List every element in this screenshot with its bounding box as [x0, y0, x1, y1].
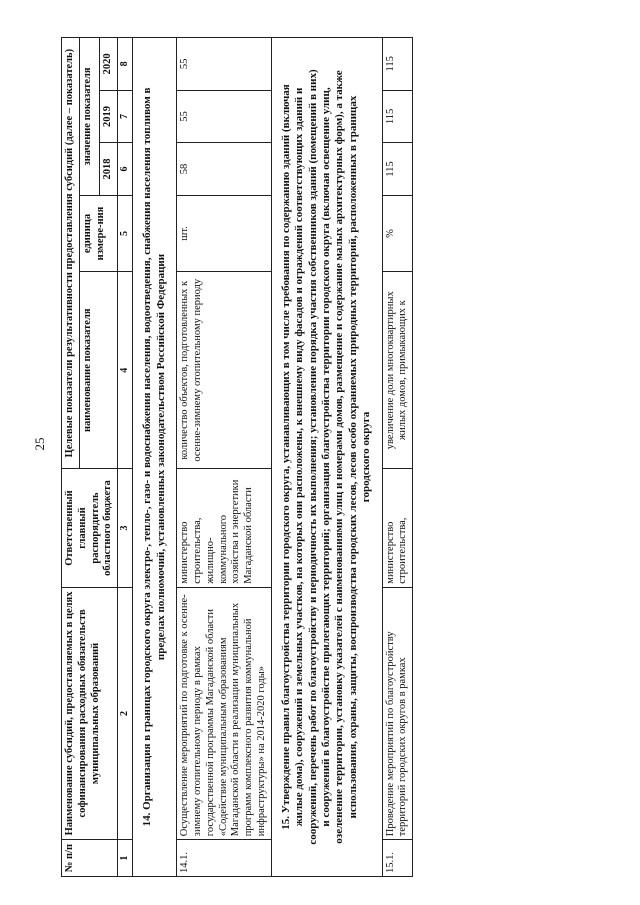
value-2018: 58	[177, 143, 272, 196]
section-15-title: 15. Утверждение правил благоустройства территории городского округа, устанавливающих в том числе требования по содержанию зданий (включая жилые дома), сооружений и земельных участков, на которых они расположены, к внешнему виду фасадов и ограждений соответствующих зданий и сооружений, перечень работ по благоустройству и периодичность их выполнения; установление порядка участия собственников зданий (помещений в них) и сооружений в благоустройстве прилегающих территорий; организация благоустройства территории городского округа (включая освещение улиц, озеленение территории, установку указателей с наименованиями улиц и номерами домов, размещение и содержание малых архитектурных форм), а также использования, охраны, защиты, воспроизводства городских лесов, лесов особо охраняемых природных территорий, расположенных в границах городского округа	[271, 38, 382, 877]
table-row-14-1	[177, 38, 272, 877]
col-number: 2	[118, 587, 133, 839]
col-number: 8	[118, 38, 133, 91]
column-number-row	[118, 38, 133, 877]
col-number: 5	[118, 195, 133, 271]
page-number: 25	[32, 437, 47, 451]
value-2019: 115	[382, 90, 413, 143]
admin-name: министерство строительства, жилищно-коммунального хозяйства и энергетики Магаданской области	[177, 469, 272, 587]
col-number: 1	[118, 840, 133, 877]
indicator-name: количество объектов, подготовленных к осенне-зимнему отопительному периоду	[177, 272, 272, 469]
rotated-table-container	[61, 37, 541, 877]
col-number: 6	[118, 143, 133, 196]
admin-name: министерство строительства,	[382, 469, 413, 587]
header-unit: единица измере-ния	[79, 195, 117, 271]
indicator-name: увеличение доли многоквартирных жилых домов, примыкающих к	[382, 272, 413, 469]
value-2020: 115	[382, 38, 413, 91]
header-num: № п/п	[62, 840, 118, 877]
header-targets: Целевые показатели результативности предоставления субсидий (далее – показатель)	[62, 38, 80, 469]
subsidy-name: Осуществление мероприятий по подготовке к осенне-зимнему отопительному периоду в рамках государственной программы Магаданской области «Содействие муниципальным образованиям Магаданской области в реализации муниципальных программ комплексного развития коммунальной инфраструктуры» на 2014-2020 годы»	[177, 587, 272, 839]
header-indicator-name: наименование показателя	[79, 272, 117, 469]
value-2020: 55	[177, 38, 272, 91]
row-num: 14.1.	[177, 840, 272, 877]
unit: шт.	[177, 195, 272, 271]
value-2018: 115	[382, 143, 413, 196]
col-number: 4	[118, 272, 133, 469]
subsidy-targets-table	[61, 37, 413, 877]
value-2019: 55	[177, 90, 272, 143]
header-2020: 2020	[100, 38, 118, 91]
table-row-15-1	[382, 38, 413, 877]
subsidy-name: Проведение мероприятий по благоустройству территорий городских округов в рамках	[382, 587, 413, 839]
col-number: 7	[118, 90, 133, 143]
unit: %	[382, 195, 413, 271]
section-15-row	[271, 38, 382, 877]
col-number: 3	[118, 469, 133, 587]
section-14-row	[133, 38, 177, 877]
header-row-1	[62, 38, 80, 877]
header-values: значение показателя	[79, 38, 100, 196]
header-subsidy-name: Наименование субсидий, предоставляемых в целях софинансирования расходных обязательств муниципальных образований	[62, 587, 118, 839]
section-14-title: 14. Организация в границах городского округа электро-, тепло-, газо- и водоснабжения населения, водоотведения, снабжения населения топливом в пределах полномочий, установленных законодательством Российской Федерации	[133, 38, 177, 877]
header-2018: 2018	[100, 143, 118, 196]
header-admin: Ответственный главный распорядитель областного бюджета	[62, 469, 118, 587]
row-num: 15.1.	[382, 840, 413, 877]
header-2019: 2019	[100, 90, 118, 143]
